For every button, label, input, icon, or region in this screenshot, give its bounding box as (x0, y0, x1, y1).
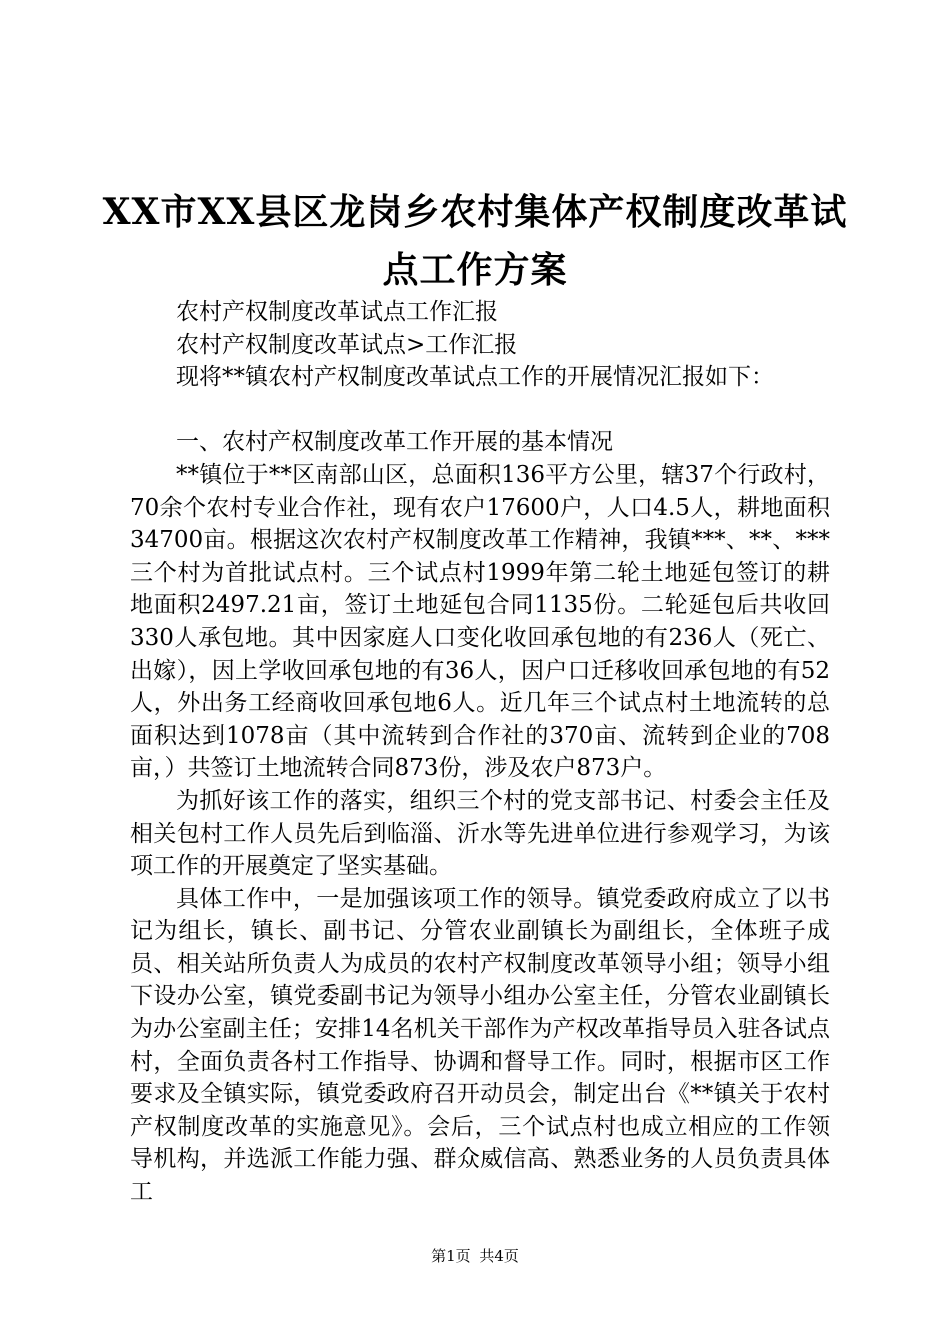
page-footer (0, 1246, 950, 1266)
paragraph: 现将**镇农村产权制度改革试点工作的开展情况汇报如下： (176, 364, 774, 391)
paragraph: **镇位于**区南部山区，总面积136平方公里，辖37个行政村，70余个农村专业合作社，现有农户17600户，人口4.5人，耕地面积34700亩。根据这次农村产权制度改革工作精神，我镇***、**、***三个村为首批试点村。三个试点村1999年第二轮土地延包签订的耕地面积2497.21亩，签订土地延包合同1135份。二轮延包后共收回330人承包地。其中因家庭人口变化收回承包地的有236人（死亡、出嫁），因上学收回承包地的有36人，因户口迁移收回承包地的有52人，外出务工经商收回承包地6人。近几年三个试点村土地流转的总面积达到1078亩（其中流转到合作社的370亩、流转到企业的708亩，）共签订土地流转合同873份，涉及农户873户。 (130, 461, 830, 782)
page-number-total: 共4页 (479, 1247, 519, 1265)
paragraph: 农村产权制度改革试点>工作汇报 (176, 331, 518, 358)
page-number-current: 第1页 (431, 1247, 471, 1265)
document-title-line-1: XX市XX县区龙岗乡农村集体产权制度改革试 (102, 191, 848, 233)
document-body (130, 296, 830, 1209)
section-heading: 一、农村产权制度改革工作开展的基本情况 (176, 429, 613, 456)
document-title-line-2: 点工作方案 (382, 249, 568, 291)
paragraph: 具体工作中，一是加强该项工作的领导。镇党委政府成立了以书记为组长，镇长、副书记、分管农业副镇长为副组长，全体班子成员、相关站所负责人为成员的农村产权制度改革领导小组；领导小组下设办公室，镇党委副书记为领导小组办公室主任，分管农业副镇长为办公室副主任；安排14名机关干部作为产权改革指导员入驻各试点村，全面负责各村工作指导、协调和督导工作。同时，根据市区工作要求及全镇实际，镇党委政府召开动员会，制定出台《**镇关于农村产权制度改革的实施意见》。会后，三个试点村也成立相应的工作领导机构，并选派工作能力强、群众威信高、熟悉业务的人员负责具体工 (130, 885, 830, 1206)
paragraph: 农村产权制度改革试点工作汇报 (176, 299, 498, 325)
paragraph: 为抓好该工作的落实，组织三个村的党支部书记、村委会主任及相关包村工作人员先后到临淄、沂水等先进单位进行参观学习，为该项工作的开展奠定了坚实基础。 (130, 787, 830, 880)
